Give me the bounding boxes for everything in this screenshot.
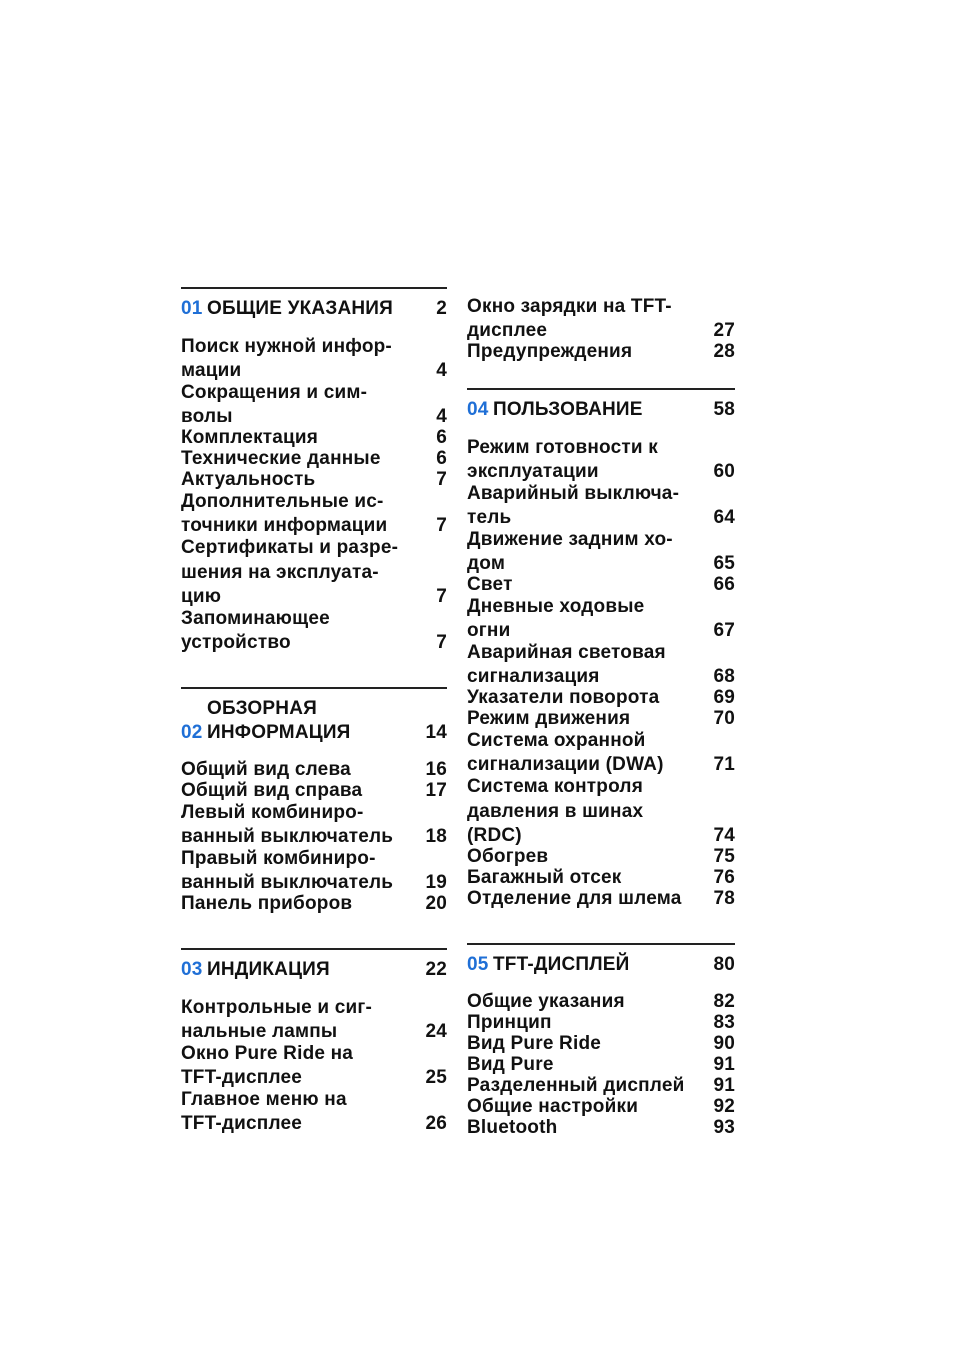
toc-entry-page: 17 [425,780,447,801]
toc-entry-page: 76 [713,867,735,888]
toc-entry-title-line: Общий вид справа [181,780,363,801]
toc-entry-title-line: эксплуатации [467,461,599,482]
section-page: 58 [713,399,735,420]
section-title-line: ОБЩИЕ УКАЗАНИЯ [207,298,393,319]
toc-entry-page: 69 [713,687,735,708]
section-heading[interactable] [467,398,735,422]
toc-entry[interactable] [181,490,447,536]
toc-entry-title-line: Дневные ходовые [467,596,645,617]
toc-entry-title-line: Контрольные и сиг- [181,997,373,1018]
toc-entry-title-line: сигнализация [467,666,600,687]
toc-entry-title [467,295,705,341]
toc-entry-title [181,607,417,653]
toc-entry-title-line: Разделенный дисплей [467,1075,685,1096]
toc-entry-page: 19 [425,872,447,893]
toc-entry-title-line: Комплектация [181,427,319,448]
toc-entry[interactable] [467,867,735,888]
toc-entry-title-line: Указатели поворота [467,687,660,708]
toc-entry-page: 27 [713,320,735,341]
toc-entry-title [181,469,417,490]
toc-entry[interactable] [467,482,735,528]
toc-entry-page: 65 [713,553,735,574]
toc-entry-title [467,1117,705,1138]
toc-entry-title [467,528,705,574]
toc-entry-title [181,801,417,847]
toc-entry-title-line: давления в шинах [467,801,644,822]
toc-entry-page: 7 [436,586,447,607]
toc-entry-page: 25 [425,1067,447,1088]
toc-entry-page: 16 [425,759,447,780]
toc-entry-title [467,687,705,708]
toc-entry-page: 93 [713,1117,735,1138]
section-number: 03 [181,959,203,980]
toc-entry[interactable] [181,1088,447,1134]
toc-entry[interactable] [467,295,735,341]
toc-entry-page: 7 [436,469,447,490]
toc-entry[interactable] [467,775,735,846]
toc-entry-title-line: Окно зарядки на TFT- [467,296,672,317]
toc-entry-page: 7 [436,632,447,653]
toc-entry[interactable] [181,448,447,469]
toc-entry-title [467,991,705,1012]
toc-entry-title-line: точники информации [181,515,388,536]
toc-entry-title [181,1088,417,1134]
section-entries [467,436,735,909]
toc-entry-title-line: Отделение для шлема [467,888,682,909]
section-rule [467,388,735,390]
toc-entry-page: 83 [713,1012,735,1033]
toc-entry[interactable] [181,996,447,1042]
toc-entry[interactable] [467,991,735,1012]
toc-entry-title [467,729,705,775]
toc-entry-page: 7 [436,515,447,536]
toc-entry-title-line: (RDC) [467,825,522,846]
section-title [207,697,417,745]
toc-entry-title-line: Bluetooth [467,1117,558,1138]
toc-entry-title-line: Запоминающее [181,608,330,629]
section-rule [181,687,447,689]
toc-entry-title-line: Система охранной [467,730,646,751]
toc-entry-title-line: Обогрев [467,846,549,867]
toc-entry[interactable] [181,335,447,381]
toc-entry-title [467,1096,705,1117]
toc-entry-page: 18 [425,826,447,847]
toc-entry-title-line: TFT-дисплее [181,1113,303,1134]
toc-entry[interactable] [467,1075,735,1096]
toc-entry-title-line: Аварийная световая [467,642,666,663]
toc-entry-title-line: Общие настройки [467,1096,639,1117]
toc-entry-title [181,448,417,469]
toc-entry[interactable] [467,1096,735,1117]
toc-entry-title-line: ванный выключатель [181,872,394,893]
toc-entry[interactable] [467,574,735,595]
toc-left-column [181,287,447,1168]
toc-entry-page: 20 [425,893,447,914]
toc-entry-title-line: цию [181,586,222,607]
toc-entry-title-line: Свет [467,574,513,595]
toc-entry-page: 4 [436,360,447,381]
toc-section [467,388,735,909]
toc-entry-title-line: нальные лампы [181,1021,338,1042]
toc-entry-title-line: дисплее [467,320,548,341]
toc-entry-title-line: огни [467,620,511,641]
toc-entry-title-line: Сертификаты и разре- [181,537,399,558]
toc-entry-page: 68 [713,666,735,687]
toc-entry-title-line: Сокращения и сим- [181,382,368,403]
toc-entry-title [467,867,705,888]
toc-entry-page: 71 [713,754,735,775]
toc-entry-title [467,641,705,687]
section-title-line: ОБЗОРНАЯ [207,698,317,719]
toc-entry-title-line: Режим движения [467,708,631,729]
toc-entry-page: 6 [436,448,447,469]
section-page: 22 [425,959,447,980]
toc-entry-title [467,775,705,846]
toc-entry-title-line: сигнализации (DWA) [467,754,664,775]
toc-entry-title [181,780,417,801]
toc-entry-title [467,708,705,729]
section-page: 80 [713,954,735,975]
toc-entry-title-line: Окно Pure Ride на [181,1043,354,1064]
toc-entry-title [467,1012,705,1033]
toc-entry-title-line: Вид Pure Ride [467,1033,602,1054]
section-rule [467,943,735,945]
toc-entry-title-line: волы [181,406,233,427]
toc-entry-title [467,1054,705,1075]
section-heading[interactable] [181,297,447,321]
toc-entry-title [181,847,417,893]
toc-entry-title [181,893,417,914]
toc-entry[interactable] [181,469,447,490]
toc-entry-title-line: Багажный отсек [467,867,622,888]
toc-entry-page: 67 [713,620,735,641]
toc-entry-title-line: устройство [181,632,291,653]
toc-entry-title [467,595,705,641]
toc-entry[interactable] [467,641,735,687]
toc-entry-title [467,574,705,595]
toc-entry[interactable] [467,528,735,574]
section-number: 02 [181,722,203,743]
section-title [493,398,705,422]
section-number: 05 [467,954,489,975]
toc-section [181,687,447,914]
toc-entry[interactable] [467,436,735,482]
toc-entry-page: 78 [713,888,735,909]
section-rule [181,287,447,289]
section-entries [181,996,447,1134]
toc-entry-title-line: Дополнительные ис- [181,491,384,512]
toc-entry-title [181,427,417,448]
toc-entry-title-line: Актуальность [181,469,316,490]
toc-entry[interactable] [181,780,447,801]
toc-entry-title [181,1042,417,1088]
toc-entry-page: 74 [713,825,735,846]
toc-entry[interactable] [181,607,447,653]
toc-entry-title [467,482,705,528]
section-entries [467,991,735,1138]
section-title [493,953,705,977]
toc-entry-title [467,1033,705,1054]
toc-section [181,287,447,653]
toc-entry[interactable] [467,1117,735,1138]
toc-entry[interactable] [181,801,447,847]
toc-entry[interactable] [181,759,447,780]
toc-entry-title-line: ванный выключатель [181,826,394,847]
toc-entry[interactable] [181,847,447,893]
toc-entry-title-line: дом [467,553,506,574]
toc-entry[interactable] [467,729,735,775]
toc-entry-title-line: Принцип [467,1012,552,1033]
toc-entry-title-line: Предупреждения [467,341,633,362]
toc-entry[interactable] [467,846,735,867]
toc-entry-title-line: мации [181,360,242,381]
section-title [207,297,417,321]
toc-entry[interactable] [467,1033,735,1054]
section-title-line: TFT-ДИСПЛЕЙ [493,954,630,975]
section-title-line: ИНДИКАЦИЯ [207,959,330,980]
toc-entry-title [181,759,417,780]
toc-entry-title-line: Панель приборов [181,893,353,914]
toc-entry-page: 26 [425,1113,447,1134]
toc-entry-page: 90 [713,1033,735,1054]
toc-entry-page: 6 [436,427,447,448]
toc-entry-page: 4 [436,406,447,427]
toc-entry[interactable] [181,427,447,448]
toc-continued-entries [467,295,735,362]
toc-entry-title-line: Вид Pure [467,1054,554,1075]
toc-entry[interactable] [181,1042,447,1088]
toc-entry-title-line: TFT-дисплее [181,1067,303,1088]
toc-entry-page: 92 [713,1096,735,1117]
toc-entry[interactable] [467,1012,735,1033]
section-heading[interactable] [181,697,447,745]
toc-entry-title [181,381,417,427]
toc-entry-page: 82 [713,991,735,1012]
toc-entry-page: 91 [713,1054,735,1075]
toc-entry[interactable] [467,888,735,909]
toc-entry-title-line: Режим готовности к [467,437,658,458]
toc-entry-title [467,341,705,362]
section-heading[interactable] [467,953,735,977]
toc-entry[interactable] [467,595,735,641]
toc-entry-title-line: Технические данные [181,448,381,469]
toc-entry-title [467,846,705,867]
toc-entry[interactable] [181,893,447,914]
toc-entry-title-line: Левый комбиниро- [181,802,364,823]
toc-entry-page: 28 [713,341,735,362]
toc-entry-title [181,536,417,607]
section-entries [181,335,447,653]
toc-entry-page: 60 [713,461,735,482]
toc-entry-title-line: Поиск нужной инфор- [181,336,392,357]
section-number: 01 [181,298,203,319]
toc-section [467,943,735,1138]
toc-entry-title [467,888,705,909]
toc-entry-title-line: Правый комбиниро- [181,848,376,869]
section-number: 04 [467,399,489,420]
section-heading[interactable] [181,958,447,982]
toc-entry-title-line: шения на эксплуата- [181,562,379,583]
toc-entry[interactable] [467,1054,735,1075]
toc-entry-title-line: Общие указания [467,991,625,1012]
toc-entry[interactable] [181,381,447,427]
toc-entry[interactable] [181,536,447,607]
toc-entry[interactable] [467,687,735,708]
section-title-line: ПОЛЬЗОВАНИЕ [493,399,643,420]
toc-entry-page: 24 [425,1021,447,1042]
toc-entry-title-line: Система контроля [467,776,643,797]
toc-entry-title-line: Движение задним хо- [467,529,673,550]
toc-entry-page: 75 [713,846,735,867]
toc-entry-title-line: Аварийный выключа- [467,483,680,504]
toc-entry-title [181,490,417,536]
toc-entry[interactable] [467,708,735,729]
toc-entry[interactable] [467,341,735,362]
toc-entry-title [467,436,705,482]
toc-entry-page: 66 [713,574,735,595]
toc-entry-page: 70 [713,708,735,729]
toc-right-column [467,287,735,1172]
toc-entry-title [181,335,417,381]
toc-entry-title-line: Главное меню на [181,1089,347,1110]
section-title [207,958,417,982]
toc-entry-page: 64 [713,507,735,528]
toc-entry-title-line: Общий вид слева [181,759,351,780]
section-entries [181,759,447,914]
toc-entry-title [181,996,417,1042]
toc-entry-page: 91 [713,1075,735,1096]
section-page: 14 [425,722,447,743]
toc-entry-title [467,1075,705,1096]
toc-section [181,948,447,1134]
toc-entry-title-line: тель [467,507,512,528]
section-page: 2 [436,298,447,319]
section-title-line: ИНФОРМАЦИЯ [207,722,351,743]
section-rule [181,948,447,950]
